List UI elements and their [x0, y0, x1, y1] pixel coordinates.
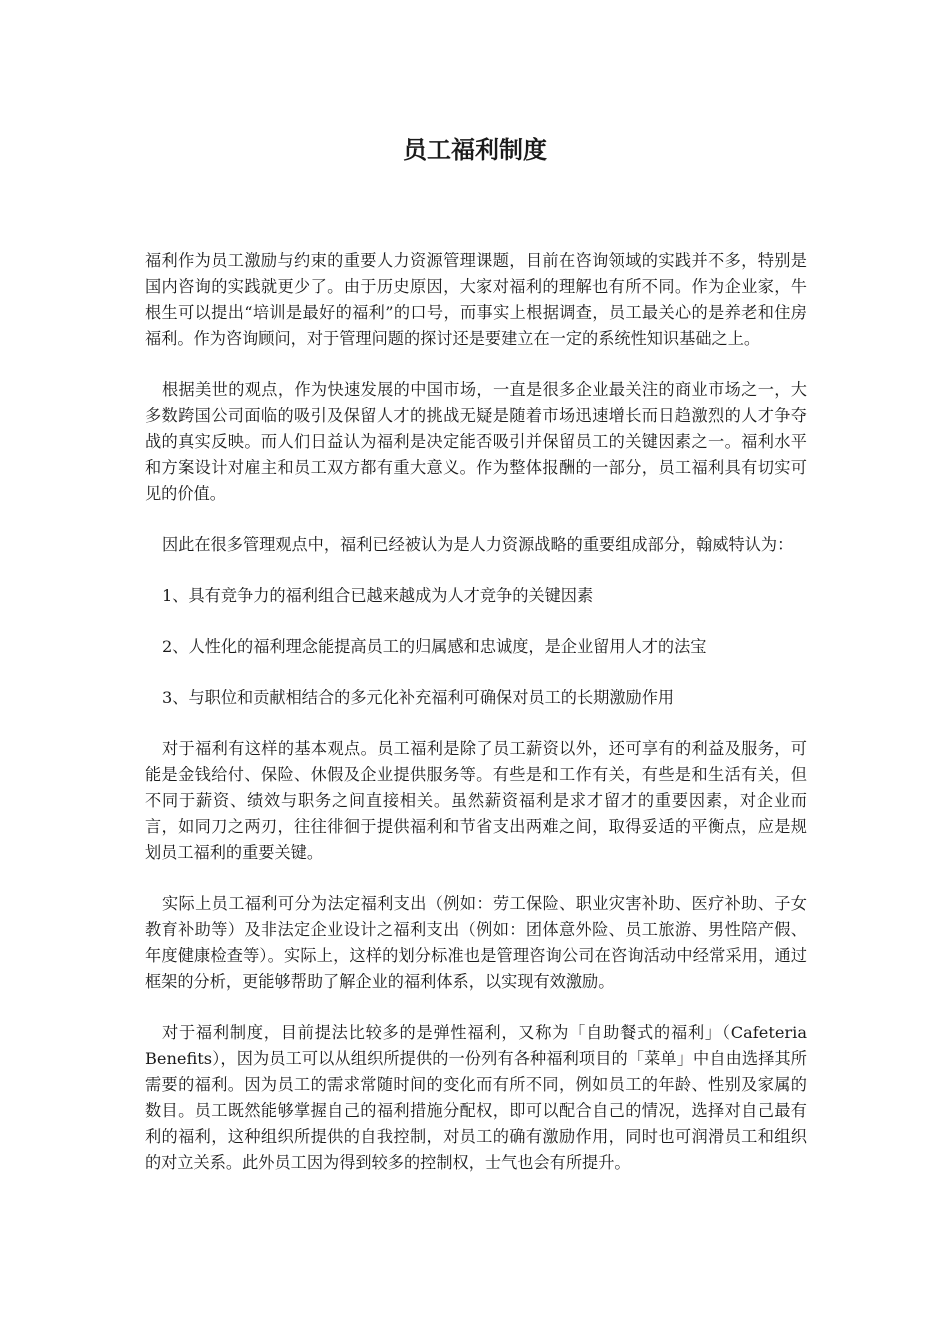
paragraph-mercer: 根据美世的观点，作为快速发展的中国市场，一直是很多企业最关注的商业市场之一，大多数跨国公司面临的吸引及保留人才的挑战无疑是随着市场迅速增长而日趋激烈的人才争夺战的真实反映。而人们日益认为福利是决定能否吸引并保留员工的关键因素之一。福利水平和方案设计对雇主和员工双方都有重大意义。作为整体报酬的一部分，员工福利具有切实可见的价值。: [145, 380, 807, 503]
paragraph-classification: 实际上员工福利可分为法定福利支出（例如：劳工保险、职业灾害补助、医疗补助、子女教育补助等）及非法定企业设计之福利支出（例如：团体意外险、员工旅游、男性陪产假、年度健康检查等）。实际上，这样的划分标准也是管理咨询公司在咨询活动中经常采用，通过框架的分析，更能够帮助了解企业的福利体系，以实现有效激励。: [145, 894, 807, 991]
paragraph-hewitt: 因此在很多管理观点中，福利已经被认为是人力资源战略的重要组成部分，翰威特认为：: [162, 535, 794, 554]
document-title: 员工福利制度: [403, 136, 547, 164]
list-item-1: 1、具有竞争力的福利组合已越来越成为人才竞争的关键因素: [162, 586, 594, 605]
paragraph-cafeteria: 对于福利制度，目前提法比较多的是弹性福利，又称为「自助餐式的福利」（Cafeteria Benefits），因为员工可以从组织所提供的一份列有各种福利项目的「菜单」中自由选择其所需要的福利。因为员工的需求常随时间的变化而有所不同，例如员工的年龄、性别及家属的数目。员工既然能够掌握自己的福利措施分配权，即可以配合自己的情况，选择对自己最有利的福利，这种组织所提供的自我控制，对员工的确有激励作用，同时也可润滑员工和组织的对立关系。此外员工因为得到较多的控制权，士气也会有所提升。: [145, 1023, 807, 1172]
list-item-2: 2、人性化的福利理念能提高员工的归属感和忠诚度，是企业留用人才的法宝: [162, 637, 707, 656]
document-body: [145, 248, 807, 1201]
list-item-3: 3、与职位和贡献相结合的多元化补充福利可确保对员工的长期激励作用: [162, 688, 675, 707]
paragraph-basic-view: 对于福利有这样的基本观点。员工福利是除了员工薪资以外，还可享有的利益及服务，可能是金钱给付、保险、休假及企业提供服务等。有些是和工作有关，有些是和生活有关，但不同于薪资、绩效与职务之间直接相关。虽然薪资福利是求才留才的重要因素，对企业而言，如同刀之两刃，往往徘徊于提供福利和节省支出两难之间，取得妥适的平衡点，应是规划员工福利的重要关键。: [145, 739, 807, 862]
paragraph-intro: 福利作为员工激励与约束的重要人力资源管理课题，目前在咨询领域的实践并不多，特别是国内咨询的实践就更少了。由于历史原因，大家对福利的理解也有所不同。作为企业家，牛根生可以提出“培训是最好的福利”的口号，而事实上根据调查，员工最关心的是养老和住房福利。作为咨询顾问，对于管理问题的探讨还是要建立在一定的系统性知识基础之上。: [145, 251, 807, 348]
